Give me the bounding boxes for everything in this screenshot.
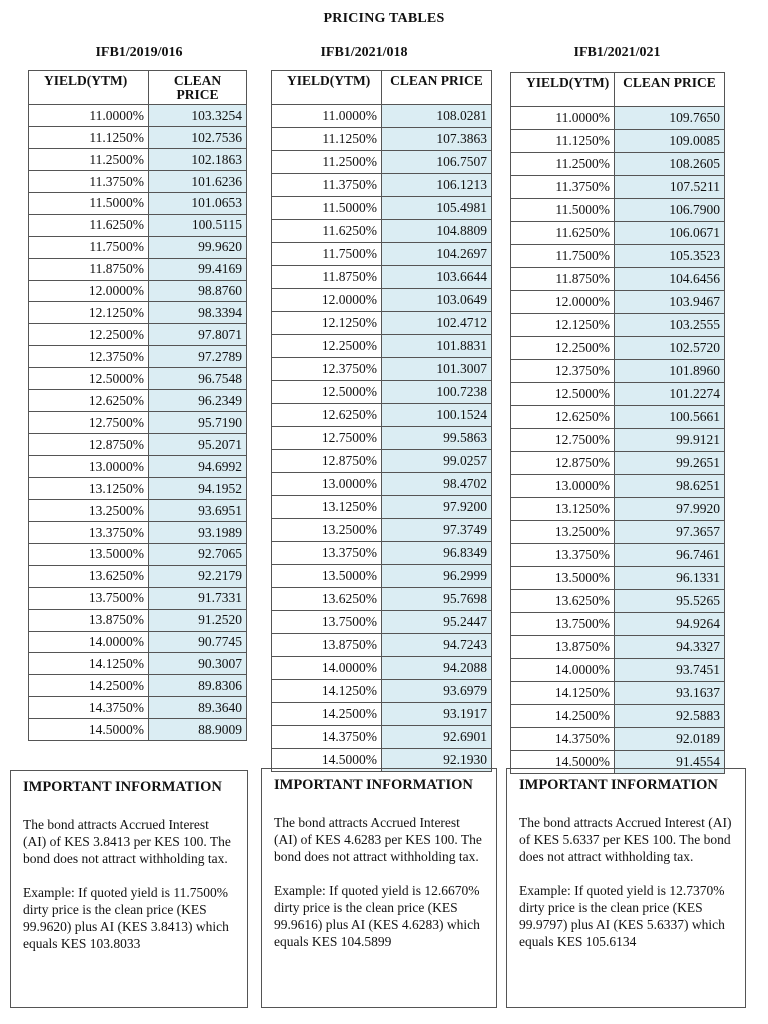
table-header-row: [511, 73, 725, 107]
clean-price-cell: 95.5265: [615, 590, 725, 613]
table-row: [29, 412, 247, 434]
clean-price-cell: 94.1952: [149, 477, 247, 499]
table-row: [511, 222, 725, 245]
table-row: [511, 705, 725, 728]
page-title: PRICING TABLES: [323, 11, 445, 26]
yield-cell: 12.7500%: [29, 412, 149, 434]
yield-cell: 13.7500%: [272, 611, 382, 634]
yield-cell: 13.3750%: [272, 542, 382, 565]
clean-price-cell: 97.9920: [615, 498, 725, 521]
table-row: [272, 703, 492, 726]
yield-cell: 14.5000%: [29, 719, 149, 741]
table-row: [272, 174, 492, 197]
info-heading: IMPORTANT INFORMATION: [519, 777, 718, 793]
yield-cell: 11.8750%: [29, 258, 149, 280]
table-row: [29, 126, 247, 148]
yield-cell: 11.2500%: [272, 151, 382, 174]
yield-cell: 13.1250%: [511, 498, 615, 521]
yield-column-header: YIELD(YTM): [29, 71, 149, 105]
table-row: [29, 324, 247, 346]
clean-price-cell: 94.7243: [382, 634, 492, 657]
clean-price-cell: 109.0085: [615, 130, 725, 153]
table-row: [29, 631, 247, 653]
clean-price-cell: 104.8809: [382, 220, 492, 243]
yield-cell: 13.8750%: [272, 634, 382, 657]
yield-cell: 13.0000%: [511, 475, 615, 498]
yield-cell: 11.6250%: [29, 214, 149, 236]
yield-cell: 13.0000%: [272, 473, 382, 496]
table-row: [511, 360, 725, 383]
yield-cell: 12.6250%: [511, 406, 615, 429]
yield-cell: 11.1250%: [272, 128, 382, 151]
yield-cell: 11.6250%: [272, 220, 382, 243]
clean-price-cell: 94.3327: [615, 636, 725, 659]
yield-cell: 12.1250%: [29, 302, 149, 324]
yield-cell: 11.0000%: [29, 105, 149, 127]
clean-price-cell: 99.2651: [615, 452, 725, 475]
clean-price-cell: 105.3523: [615, 245, 725, 268]
clean-price-cell: 101.0653: [149, 192, 247, 214]
yield-cell: 12.2500%: [29, 324, 149, 346]
table-row: [272, 151, 492, 174]
bond-title: IFB1/2021/021: [573, 45, 661, 60]
yield-cell: 14.5000%: [511, 751, 615, 774]
yield-cell: 14.2500%: [29, 675, 149, 697]
dirty-price-example: Example: If quoted yield is 11.7500% dirty price is the clean price (KES 99.9620) plus AI (KES 3.8413) which equals KES 103.8033: [23, 885, 229, 951]
clean-price-cell: 99.9620: [149, 236, 247, 258]
table-row: [511, 130, 725, 153]
clean-price-cell: 96.2999: [382, 565, 492, 588]
clean-price-cell: 106.1213: [382, 174, 492, 197]
table-row: [511, 383, 725, 406]
yield-cell: 12.5000%: [272, 381, 382, 404]
dirty-price-example: Example: If quoted yield is 12.6670% dirty price is the clean price (KES 99.9616) plus AI (KES 4.6283) which equals KES 104.5899: [274, 883, 480, 949]
yield-cell: 12.7500%: [511, 429, 615, 452]
table-row: [511, 429, 725, 452]
clean-price-cell: 104.6456: [615, 268, 725, 291]
table-row: [29, 368, 247, 390]
table-row: [511, 314, 725, 337]
table-row: [511, 268, 725, 291]
yield-cell: 11.0000%: [511, 107, 615, 130]
clean-price-cell: 103.3254: [149, 105, 247, 127]
table-row: [272, 657, 492, 680]
table-row: [511, 245, 725, 268]
clean-price-cell: 89.3640: [149, 697, 247, 719]
table-row: [29, 258, 247, 280]
yield-cell: 12.6250%: [272, 404, 382, 427]
important-information-box: [506, 768, 746, 1008]
table-row: [29, 543, 247, 565]
table-row: [272, 197, 492, 220]
yield-cell: 13.5000%: [511, 567, 615, 590]
table-row: [272, 634, 492, 657]
clean-price-cell: 96.8349: [382, 542, 492, 565]
clean-price-cell: 94.2088: [382, 657, 492, 680]
table-row: [29, 697, 247, 719]
yield-cell: 12.5000%: [29, 368, 149, 390]
accrued-interest-note: The bond attracts Accrued Interest (AI) of KES 4.6283 per KES 100. The bond does not attract withholding tax.: [274, 815, 482, 864]
table-row: [29, 302, 247, 324]
clean-price-cell: 100.5115: [149, 214, 247, 236]
table-row: [511, 475, 725, 498]
clean-price-cell: 93.1637: [615, 682, 725, 705]
info-heading: IMPORTANT INFORMATION: [23, 779, 222, 795]
yield-cell: 11.5000%: [511, 199, 615, 222]
yield-cell: 13.8750%: [29, 609, 149, 631]
table-row: [272, 542, 492, 565]
clean-price-cell: 101.2274: [615, 383, 725, 406]
yield-cell: 14.3750%: [272, 726, 382, 749]
table-row: [29, 587, 247, 609]
yield-cell: 11.5000%: [272, 197, 382, 220]
yield-cell: 14.3750%: [511, 728, 615, 751]
table-row: [272, 427, 492, 450]
clean-price-cell: 98.6251: [615, 475, 725, 498]
yield-cell: 14.5000%: [272, 749, 382, 772]
table-header-row: [272, 71, 492, 105]
table-row: [511, 521, 725, 544]
table-row: [511, 544, 725, 567]
table-row: [29, 499, 247, 521]
yield-cell: 12.2500%: [511, 337, 615, 360]
clean-price-cell: 99.9121: [615, 429, 725, 452]
yield-cell: 11.8750%: [511, 268, 615, 291]
yield-cell: 12.1250%: [272, 312, 382, 335]
clean-price-cell: 93.7451: [615, 659, 725, 682]
table-row: [511, 682, 725, 705]
table-row: [511, 406, 725, 429]
important-information-box: [10, 770, 248, 1008]
clean-price-cell: 92.7065: [149, 543, 247, 565]
clean-price-cell: 88.9009: [149, 719, 247, 741]
table-row: [511, 613, 725, 636]
table-row: [272, 220, 492, 243]
clean-price-cell: 103.0649: [382, 289, 492, 312]
table-row: [511, 199, 725, 222]
table-row: [29, 675, 247, 697]
clean-price-column-header: CLEAN PRICE: [382, 71, 492, 105]
yield-cell: 12.8750%: [272, 450, 382, 473]
yield-cell: 11.1250%: [511, 130, 615, 153]
table-row: [29, 719, 247, 741]
clean-price-cell: 97.8071: [149, 324, 247, 346]
table-row: [29, 521, 247, 543]
yield-cell: 13.3750%: [29, 521, 149, 543]
table-row: [272, 565, 492, 588]
pricing-table: [28, 70, 247, 741]
table-row: [29, 192, 247, 214]
clean-price-cell: 107.3863: [382, 128, 492, 151]
clean-price-cell: 89.8306: [149, 675, 247, 697]
clean-price-cell: 92.6901: [382, 726, 492, 749]
yield-cell: 14.0000%: [272, 657, 382, 680]
clean-price-column-header: CLEAN PRICE: [149, 71, 247, 105]
accrued-interest-note: The bond attracts Accrued Interest (AI) of KES 3.8413 per KES 100. The bond does not attract withholding tax.: [23, 817, 231, 866]
yield-cell: 12.6250%: [29, 390, 149, 412]
clean-price-cell: 98.4702: [382, 473, 492, 496]
yield-cell: 13.7500%: [29, 587, 149, 609]
table-row: [511, 567, 725, 590]
table-row: [29, 346, 247, 368]
table-row: [272, 404, 492, 427]
clean-price-cell: 103.9467: [615, 291, 725, 314]
clean-price-cell: 95.2447: [382, 611, 492, 634]
table-row: [272, 450, 492, 473]
clean-price-cell: 100.1524: [382, 404, 492, 427]
table-row: [272, 105, 492, 128]
clean-price-cell: 96.1331: [615, 567, 725, 590]
yield-cell: 11.5000%: [29, 192, 149, 214]
clean-price-cell: 96.7461: [615, 544, 725, 567]
yield-cell: 13.2500%: [29, 499, 149, 521]
yield-cell: 12.0000%: [511, 291, 615, 314]
clean-price-cell: 106.7900: [615, 199, 725, 222]
bond-title: IFB1/2021/018: [320, 45, 408, 60]
yield-cell: 12.3750%: [29, 346, 149, 368]
yield-cell: 13.6250%: [272, 588, 382, 611]
table-row: [272, 266, 492, 289]
yield-cell: 13.8750%: [511, 636, 615, 659]
clean-price-cell: 99.5863: [382, 427, 492, 450]
clean-price-cell: 92.2179: [149, 565, 247, 587]
yield-cell: 11.1250%: [29, 126, 149, 148]
yield-cell: 12.0000%: [272, 289, 382, 312]
table-row: [272, 335, 492, 358]
info-heading: IMPORTANT INFORMATION: [274, 777, 473, 793]
clean-price-cell: 98.8760: [149, 280, 247, 302]
yield-cell: 12.2500%: [272, 335, 382, 358]
yield-cell: 11.0000%: [272, 105, 382, 128]
table-row: [29, 236, 247, 258]
clean-price-cell: 102.1863: [149, 148, 247, 170]
table-row: [29, 148, 247, 170]
table-row: [29, 653, 247, 675]
table-row: [511, 590, 725, 613]
yield-cell: 13.3750%: [511, 544, 615, 567]
yield-cell: 11.7500%: [29, 236, 149, 258]
yield-cell: 14.2500%: [511, 705, 615, 728]
clean-price-cell: 92.1930: [382, 749, 492, 772]
table-row: [29, 565, 247, 587]
table-row: [29, 390, 247, 412]
clean-price-cell: 90.7745: [149, 631, 247, 653]
yield-cell: 13.5000%: [272, 565, 382, 588]
pricing-table: [510, 72, 725, 774]
table-row: [29, 170, 247, 192]
clean-price-cell: 91.7331: [149, 587, 247, 609]
yield-cell: 12.5000%: [511, 383, 615, 406]
yield-cell: 13.2500%: [511, 521, 615, 544]
yield-cell: 14.1250%: [511, 682, 615, 705]
clean-price-cell: 106.7507: [382, 151, 492, 174]
yield-cell: 12.3750%: [511, 360, 615, 383]
clean-price-cell: 108.2605: [615, 153, 725, 176]
table-row: [511, 153, 725, 176]
bond-title: IFB1/2019/016: [95, 45, 183, 60]
yield-cell: 12.8750%: [29, 434, 149, 456]
clean-price-cell: 106.0671: [615, 222, 725, 245]
clean-price-cell: 100.5661: [615, 406, 725, 429]
clean-price-cell: 96.7548: [149, 368, 247, 390]
yield-cell: 13.1250%: [272, 496, 382, 519]
clean-price-cell: 94.6992: [149, 456, 247, 478]
dirty-price-example: Example: If quoted yield is 12.7370% dirty price is the clean price (KES 99.9797) plus AI (KES 5.6337) which equals KES 105.6134: [519, 883, 725, 949]
clean-price-cell: 109.7650: [615, 107, 725, 130]
clean-price-cell: 103.6644: [382, 266, 492, 289]
clean-price-cell: 102.4712: [382, 312, 492, 335]
table-row: [272, 680, 492, 703]
accrued-interest-note: The bond attracts Accrued Interest (AI) of KES 5.6337 per KES 100. The bond does not attract withholding tax.: [519, 815, 732, 864]
table-row: [511, 498, 725, 521]
yield-cell: 11.2500%: [511, 153, 615, 176]
yield-cell: 13.7500%: [511, 613, 615, 636]
yield-cell: 12.7500%: [272, 427, 382, 450]
clean-price-cell: 103.2555: [615, 314, 725, 337]
yield-cell: 11.2500%: [29, 148, 149, 170]
table-header-row: [29, 71, 247, 105]
clean-price-cell: 107.5211: [615, 176, 725, 199]
table-row: [272, 726, 492, 749]
table-row: [272, 381, 492, 404]
clean-price-cell: 95.7698: [382, 588, 492, 611]
clean-price-cell: 100.7238: [382, 381, 492, 404]
clean-price-cell: 93.6951: [149, 499, 247, 521]
table-row: [272, 312, 492, 335]
clean-price-cell: 97.3749: [382, 519, 492, 542]
clean-price-cell: 105.4981: [382, 197, 492, 220]
clean-price-cell: 99.0257: [382, 450, 492, 473]
yield-cell: 12.0000%: [29, 280, 149, 302]
clean-price-cell: 92.5883: [615, 705, 725, 728]
table-row: [29, 477, 247, 499]
clean-price-cell: 93.6979: [382, 680, 492, 703]
table-row: [29, 105, 247, 127]
table-row: [511, 728, 725, 751]
table-row: [511, 291, 725, 314]
yield-cell: 14.3750%: [29, 697, 149, 719]
yield-cell: 12.8750%: [511, 452, 615, 475]
clean-price-cell: 93.1917: [382, 703, 492, 726]
clean-price-cell: 101.8831: [382, 335, 492, 358]
yield-cell: 12.3750%: [272, 358, 382, 381]
table-row: [272, 496, 492, 519]
clean-price-cell: 96.2349: [149, 390, 247, 412]
table-row: [511, 636, 725, 659]
yield-cell: 13.1250%: [29, 477, 149, 499]
yield-cell: 11.7500%: [272, 243, 382, 266]
clean-price-cell: 101.8960: [615, 360, 725, 383]
yield-cell: 14.2500%: [272, 703, 382, 726]
clean-price-cell: 102.5720: [615, 337, 725, 360]
table-row: [511, 107, 725, 130]
clean-price-cell: 95.7190: [149, 412, 247, 434]
clean-price-cell: 102.7536: [149, 126, 247, 148]
clean-price-cell: 97.3657: [615, 521, 725, 544]
table-row: [511, 659, 725, 682]
table-row: [272, 289, 492, 312]
table-row: [272, 611, 492, 634]
table-row: [29, 280, 247, 302]
table-row: [29, 456, 247, 478]
table-row: [29, 609, 247, 631]
table-row: [511, 176, 725, 199]
table-row: [29, 214, 247, 236]
table-row: [272, 128, 492, 151]
clean-price-cell: 98.3394: [149, 302, 247, 324]
table-row: [511, 452, 725, 475]
clean-price-cell: 94.9264: [615, 613, 725, 636]
clean-price-column-header: CLEAN PRICE: [615, 73, 725, 107]
table-row: [511, 337, 725, 360]
yield-cell: 13.0000%: [29, 456, 149, 478]
clean-price-cell: 92.0189: [615, 728, 725, 751]
clean-price-cell: 93.1989: [149, 521, 247, 543]
yield-cell: 11.7500%: [511, 245, 615, 268]
table-row: [272, 358, 492, 381]
clean-price-cell: 91.4554: [615, 751, 725, 774]
clean-price-cell: 97.2789: [149, 346, 247, 368]
important-information-box: [261, 768, 497, 1008]
clean-price-cell: 95.2071: [149, 434, 247, 456]
yield-cell: 11.6250%: [511, 222, 615, 245]
yield-cell: 11.3750%: [511, 176, 615, 199]
table-row: [272, 519, 492, 542]
yield-cell: 13.5000%: [29, 543, 149, 565]
table-row: [272, 243, 492, 266]
table-row: [29, 434, 247, 456]
yield-cell: 11.8750%: [272, 266, 382, 289]
yield-cell: 14.0000%: [511, 659, 615, 682]
yield-cell: 11.3750%: [272, 174, 382, 197]
clean-price-cell: 90.3007: [149, 653, 247, 675]
table-row: [272, 473, 492, 496]
yield-cell: 11.3750%: [29, 170, 149, 192]
yield-column-header: YIELD(YTM): [511, 73, 615, 107]
clean-price-cell: 101.6236: [149, 170, 247, 192]
yield-cell: 14.0000%: [29, 631, 149, 653]
yield-cell: 13.6250%: [511, 590, 615, 613]
yield-cell: 13.6250%: [29, 565, 149, 587]
clean-price-cell: 101.3007: [382, 358, 492, 381]
clean-price-cell: 99.4169: [149, 258, 247, 280]
yield-cell: 13.2500%: [272, 519, 382, 542]
clean-price-cell: 97.9200: [382, 496, 492, 519]
yield-cell: 12.1250%: [511, 314, 615, 337]
yield-cell: 14.1250%: [272, 680, 382, 703]
clean-price-cell: 108.0281: [382, 105, 492, 128]
clean-price-cell: 104.2697: [382, 243, 492, 266]
table-row: [272, 588, 492, 611]
yield-column-header: YIELD(YTM): [272, 71, 382, 105]
pricing-table: [271, 70, 492, 772]
clean-price-cell: 91.2520: [149, 609, 247, 631]
yield-cell: 14.1250%: [29, 653, 149, 675]
